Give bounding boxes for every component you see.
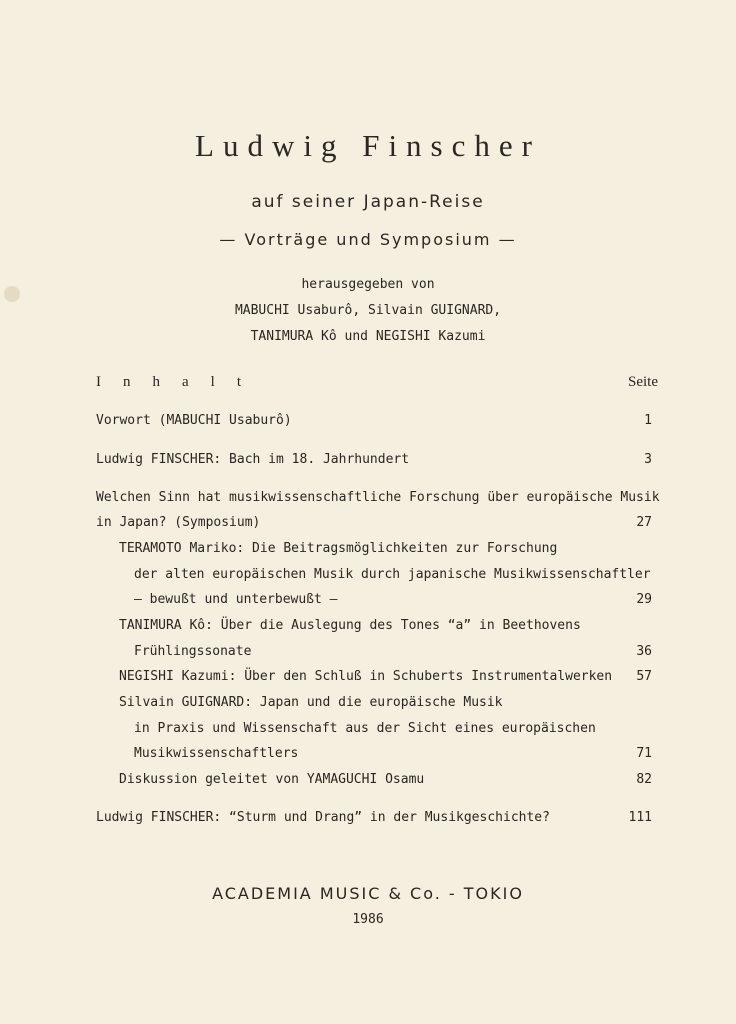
editors-names-1: MABUCHI Usaburô, Silvain GUIGNARD, bbox=[234, 303, 502, 318]
toc-entry bbox=[96, 515, 652, 535]
toc-entry-text: Diskussion geleitet von YAMAGUCHI Osamu bbox=[119, 772, 425, 787]
toc-entry-text: Welchen Sinn hat musikwissenschaftliche Forschung über europäische Musik bbox=[96, 490, 660, 505]
toc-entry bbox=[96, 772, 652, 792]
toc-entry-text: — bewußt und unterbewußt — bbox=[134, 592, 338, 607]
toc-entry-text: der alten europäischen Musik durch japanische Musikwissenschaftler bbox=[134, 567, 651, 582]
book-subtitle-2: — Vorträge und Symposium — bbox=[219, 230, 517, 249]
toc-entry-text: Silvain GUIGNARD: Japan und die europäische Musik bbox=[119, 695, 503, 710]
editors-block bbox=[0, 272, 736, 350]
toc-entry-page: 36 bbox=[636, 644, 652, 659]
toc-entry bbox=[96, 490, 660, 510]
toc-entry-page: 71 bbox=[636, 746, 652, 761]
toc-heading: Inhalt bbox=[96, 374, 263, 390]
toc-entry-text: Musikwissenschaftlers bbox=[134, 746, 299, 761]
toc-entry bbox=[96, 592, 652, 612]
toc-entry-page: 27 bbox=[636, 515, 652, 530]
book-subtitle: auf seiner Japan-Reise bbox=[251, 192, 485, 212]
toc-entry-text: TERAMOTO Mariko: Die Beitragsmöglichkeiten zur Forschung bbox=[119, 541, 558, 556]
toc-page-heading: Seite bbox=[628, 374, 658, 390]
toc-heading-row bbox=[96, 374, 658, 394]
book-title: Ludwig Finscher bbox=[195, 128, 541, 163]
publication-year: 1986 bbox=[352, 912, 384, 927]
toc-entry bbox=[96, 413, 652, 433]
toc-entry bbox=[96, 695, 652, 715]
toc-entry-page: 111 bbox=[628, 810, 652, 825]
toc-entry-text: Ludwig FINSCHER: Bach im 18. Jahrhundert bbox=[96, 452, 410, 467]
toc-entry bbox=[96, 644, 652, 664]
editors-intro: herausgegeben von bbox=[301, 277, 435, 292]
toc-entry bbox=[96, 541, 652, 561]
toc-entry-text: in Japan? (Symposium) bbox=[96, 515, 261, 530]
publisher: ACADEMIA MUSIC & Co. - TOKIO bbox=[212, 884, 524, 903]
toc-entry-text: Ludwig FINSCHER: “Sturm und Drang” in der Musikgeschichte? bbox=[96, 810, 550, 825]
toc-entry-page: 57 bbox=[636, 669, 652, 684]
toc-entry-page: 82 bbox=[636, 772, 652, 787]
toc-entry bbox=[96, 810, 652, 830]
toc-entry bbox=[96, 567, 652, 587]
toc-entry bbox=[96, 721, 652, 741]
toc-entry bbox=[96, 452, 652, 472]
toc-entry-text: in Praxis und Wissenschaft aus der Sicht eines europäischen bbox=[134, 721, 596, 736]
toc-entry bbox=[96, 746, 652, 766]
toc-entry-text: Frühlingssonate bbox=[134, 644, 252, 659]
toc-entry-text: TANIMURA Kô: Über die Auslegung des Tones “a” in Beethovens bbox=[119, 618, 581, 633]
toc-entry-page: 29 bbox=[636, 592, 652, 607]
toc-entry-page: 1 bbox=[644, 413, 652, 428]
toc-entry bbox=[96, 618, 652, 638]
toc-entry-page: 3 bbox=[644, 452, 652, 467]
editors-names-2: TANIMURA Kô und NEGISHI Kazumi bbox=[250, 329, 486, 344]
toc-entry-text: NEGISHI Kazumi: Über den Schluß in Schuberts Instrumentalwerken bbox=[119, 669, 613, 684]
toc-entry-text: Vorwort (MABUCHI Usaburô) bbox=[96, 413, 292, 428]
toc-entry bbox=[96, 669, 652, 689]
